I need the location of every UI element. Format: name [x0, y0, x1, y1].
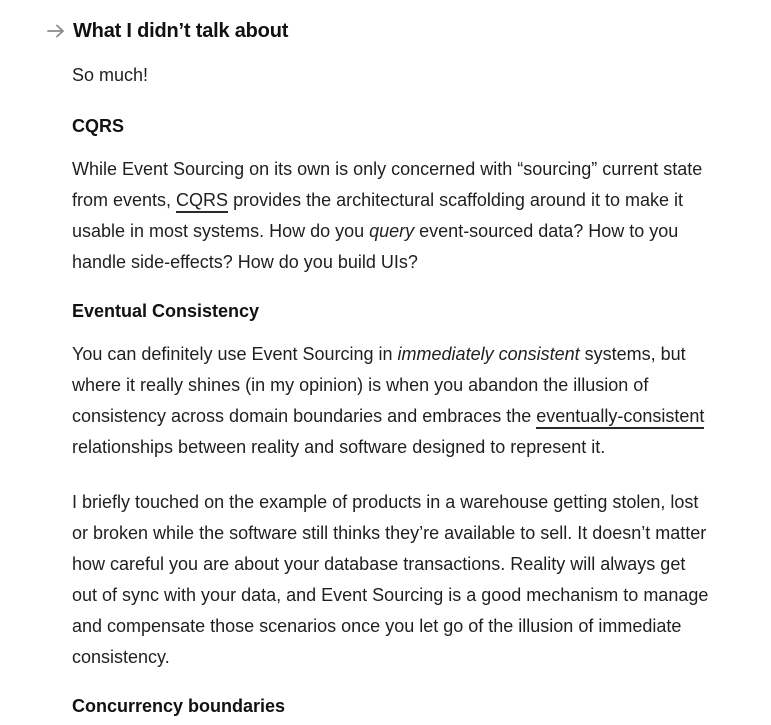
eventually-consistent-link[interactable]: eventually-consistent [536, 406, 704, 429]
eventual-text-3: relationships between reality and software designed to represent it. [72, 437, 606, 457]
eventual-emphasis: immediately consistent [397, 344, 580, 364]
cqrs-link[interactable]: CQRS [176, 190, 228, 213]
section-heading [47, 17, 288, 45]
eventual-paragraph-2: I briefly touched on the example of products in a warehouse getting stolen, lost or broken while the software still thinks they’re available to sell. It doesn’t matter how careful you are about your database transactions. Reality will always get out of sync with your data, and Event Sourcing is a good mechanism to manage and compensate those scenarios once you let go of the illusion of immediate consistency. [72, 492, 709, 667]
eventual-text-1: You can definitely use Event Sourcing in [72, 344, 398, 364]
concurrency-heading: Concurrency boundaries [72, 696, 286, 716]
cqrs-emphasis: query [369, 221, 415, 241]
cqrs-paragraph [72, 154, 712, 278]
eventual-consistency-heading: Eventual Consistency [72, 301, 260, 321]
intro-text: So much! [72, 65, 149, 85]
article-body [72, 60, 712, 720]
eventual-paragraph-1 [72, 339, 712, 463]
cqrs-text-3: event-sourced data? How to you handle side-effects? How do you build UIs? [72, 221, 679, 272]
cqrs-text-1: While Event Sourcing on its own is only concerned with “sourcing” current state from events, [72, 159, 703, 210]
cqrs-heading: CQRS [72, 116, 125, 136]
arrow-right-icon [47, 24, 65, 38]
eventual-text-2: systems, but where it really shines (in my opinion) is when you abandon the illusion of consistency across domain boundaries and embraces the [72, 344, 686, 426]
page-title: What I didn’t talk about [73, 20, 289, 42]
cqrs-text-2: provides the architectural scaffolding around it to make it usable in most systems. How do you [72, 190, 683, 241]
